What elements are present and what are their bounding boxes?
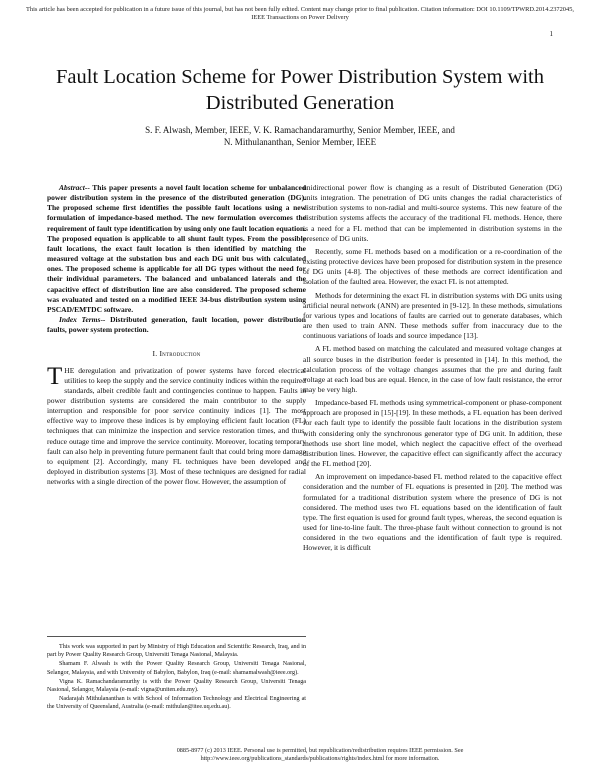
page-number: 1 — [549, 30, 553, 38]
intro-text: HE deregulation and privatization of power systems have forced electrical utilities to keep the supply and the service continuity indices within the required standards, albeit credible fault and contingencies continue to happen. Faults in power distribution systems are considered the main contributor to the supply interruption and responsible for poor service continuity indices [1]. The most effective way to improve these indices is by employing efficient fault location (FL) techniques that can minimize the inspection and service restoration times, and thus, reduce outage time and improve the service continuity. Moreover, locating temporary fault can also help in preventing future permanent fault that could bring more damage to equipment [2]. Accordingly, many FL techniques have been developed and deployed in distribution systems [3]. Most of these techniques are designed for radial networks with a single direction of the power flow. However, the assumption of — [47, 365, 306, 487]
copyright-line-1: 0885-8977 (c) 2013 IEEE. Personal use is permitted, but republication/redistribution requires IEEE permission. See — [176, 747, 464, 754]
body-paragraph-3: Methods for determining the exact FL in distribution systems with DG units using artificial neural network (ANN) are presented in [9-12]. In these methods, simulations for various types and locations of faults are carried out to generate databases, which are then used to train ANN. These methods suffer from inaccuracy due to the continuous variations of loads and source impedance [13]. — [303, 290, 562, 341]
footnote-funding: This work was supported in part by Ministry of High Education and Scientific Research, Iraq, and in part by Power Quality Research Group, Universiti Tenaga Nasional, Malaysia. — [47, 644, 306, 659]
paper-title: Fault Location Scheme for Power Distribution System with Distributed Generation — [56, 66, 544, 114]
abstract — [47, 183, 306, 315]
footnote-author-2: Vigna K. Ramachandaramurthy is with the Power Quality Research Group, Universiti Tenaga Nasional, Selangor, Malaysia (e-mail: vigna@uniten.edu.my). — [47, 678, 306, 694]
index-terms-text: Distributed generation, fault location, power distribution faults, power system protection. — [47, 315, 306, 335]
section-title: Introduction — [159, 349, 201, 359]
footnotes — [47, 636, 306, 713]
author-line-1: S. F. Alwash, Member, IEEE, V. K. Ramachandaramurthy, Senior Member, IEEE, and — [145, 125, 455, 135]
copyright-line-2: http://www.ieee.org/publications_standards/publications/rights/index.html for more information. — [200, 755, 440, 762]
intro-paragraph — [47, 362, 306, 488]
body-paragraph-6: An improvement on impedance-based FL method related to the capacitive effect consideration and the number of FL equations is presented in [20]. The method was formulated for a traditional distribution system where the presence of DG is not considered. The method uses two FL equations based on the identification of fault type. The first equation is used for ground fault types, whereas, the second equation is used for line-to-line fault. The three-phase fault without connection to ground is not considered in the two equations and the identification of fault type is required. However, it is difficult — [303, 472, 562, 553]
right-column — [303, 183, 562, 556]
section-number: I. — [152, 349, 158, 359]
left-column — [47, 183, 306, 487]
body-paragraph-5: Impedance-based FL methods using symmetrical-component or phase-component approach are proposed in [15]-[19]. In these methods, a FL equation has been derived for each fault type to identify the possible fault locations in the distribution system with considering only the synchronous generator type of DG unit. In addition, these methods use short line model, which neglect the capacitive effect of the overhead distribution lines. However, the capacitive effect can significantly affect the accuracy of the FL method [20]. — [303, 398, 562, 469]
index-terms-label: Index Terms-- — [59, 315, 106, 325]
footnote-author-3: Nadarajah Mithulananthan is with School of Information Technology and Electrical Engineering at the University of Queensland, Australia (e-mail: mithulan@itee.uq.edu.au). — [47, 696, 306, 711]
author-block — [60, 124, 540, 148]
body-paragraph-2: Recently, some FL methods based on a modification or a re-coordination of the existing protective devices have been proposed for distribution system in the presence of DG units [4-8]. The objectives of these methods are correct identification and isolation of the faulted area. However, the exact FL is not attempted. — [303, 246, 562, 287]
copyright-footer — [130, 747, 510, 763]
author-line-2: N. Mithulananthan, Senior Member, IEEE — [223, 137, 377, 147]
index-terms — [47, 315, 306, 335]
section-heading-introduction — [47, 349, 306, 359]
abstract-text: This paper presents a novel fault location scheme for unbalanced power distribution system in the presence of the distributed generation (DG). The proposed scheme first identifies the possible fault locations using a new formulation of impedance-based method. The new formulation overcomes the requirement of fault type identification by using only one fault location equation. The proposed equation is applicable to all shunt fault types. From the possible fault locations, the exact fault location is then identified by matching the measured voltage at the substation bus and each DG unit bus with calculated ones. The proposed scheme is applicable for all DG types without the need for their individual parameters. The balanced and unbalanced laterals and the capacitive effect of distribution line are also considered. The proposed scheme was evaluated and tested on a modified IEEE 34-bus distribution system using PSCAD/EMTDC software. — [47, 183, 306, 314]
body-paragraph-continued: unidirectional power flow is changing as a result of Distributed Generation (DG) units integration. The penetration of DG units changes the radial characteristics of distribution systems to non-radial and multi-source systems. This new feature of the distribution systems affects the accuracy of the traditional FL methods. Hence, there is a need for a FL method that can be implemented in distribution systems in the presence of DG units. — [303, 183, 562, 243]
drop-cap: T — [47, 362, 63, 390]
publication-notice: This article has been accepted for publication in a future issue of this journal, but has not been fully edited. Content may change prior to final publication. Citation information: DOI 10.1109/TPWRD.2014.2372045, IEEE Transactions on Power Delivery — [26, 6, 574, 21]
footnote-author-1: Shamam F. Alwash is with the Power Quality Research Group, Universiti Tenaga Nasional, Selangor, Malaysia, and with University of Babylon, Babylon, Iraq (e-mail: shamamalwash@ieee.org). — [47, 661, 306, 676]
body-paragraph-4: A FL method based on matching the calculated and measured voltage changes at all source buses in the distribution feeder is presented in [14]. In this method, the calculation process of the voltage changes assumes that the pre and during fault voltage at each load bus are equal. Hence, in the case of low fault resistance, the error may be very high. — [303, 344, 562, 394]
abstract-label: Abstract-- — [59, 183, 90, 192]
